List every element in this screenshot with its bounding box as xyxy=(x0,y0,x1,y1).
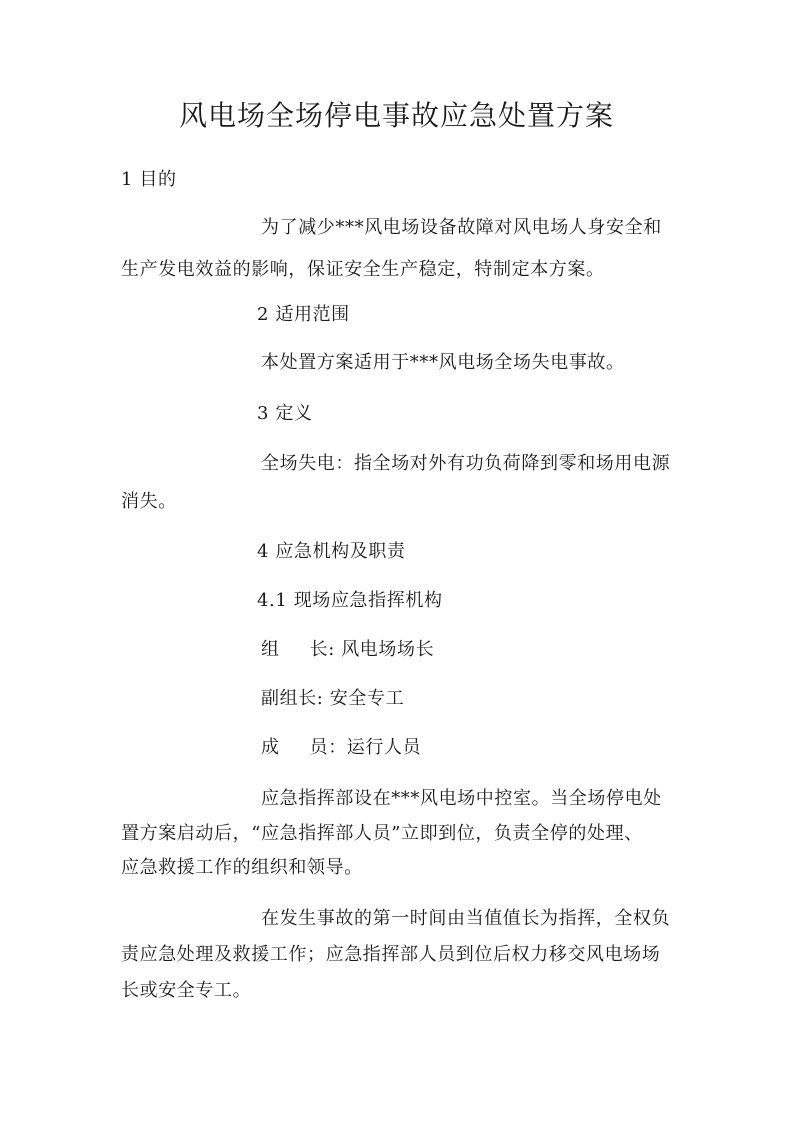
section-4-1-heading: 4.1 现场应急指挥机构 xyxy=(257,590,443,611)
section-1-heading: 1 目的 xyxy=(121,169,177,190)
member-label-first-char: 成 xyxy=(261,737,280,758)
section-2-heading: 2 适用范围 xyxy=(257,304,350,325)
deputy-leader-line: 副组长: 安全专工 xyxy=(261,688,405,709)
first-response-paragraph-line-1: 在发生事故的第一时间由当值值长为指挥，全权负 xyxy=(261,908,671,929)
section-4-heading: 4 应急机构及职责 xyxy=(257,541,406,562)
member-label-rest: 员：运行人员 xyxy=(309,737,422,758)
leader-label-first-char: 组 xyxy=(261,639,280,660)
section-1-paragraph-line-1: 为了减少***风电场设备故障对风电场人身安全和 xyxy=(261,217,662,238)
command-paragraph-line-3: 应急救援工作的组织和领导。 xyxy=(121,857,363,878)
section-3-paragraph-line-1: 全场失电：指全场对外有功负荷降到零和场用电源 xyxy=(261,453,671,474)
section-3-heading: 3 定义 xyxy=(257,403,313,424)
first-response-paragraph-line-3: 长或安全专工。 xyxy=(121,980,252,1001)
leader-line xyxy=(261,638,434,662)
page-title: 风电场全场停电事故应急处置方案 xyxy=(178,99,614,132)
section-1-paragraph-line-2: 生产发电效益的影响，保证安全生产稳定，特制定本方案。 xyxy=(121,259,605,280)
leader-label-rest: 长: 风电场场长 xyxy=(309,639,435,660)
member-line xyxy=(261,736,421,760)
section-2-paragraph: 本处置方案适用于***风电场全场失电事故。 xyxy=(261,352,625,373)
section-3-paragraph-line-2: 消失。 xyxy=(121,491,177,512)
first-response-paragraph-line-2: 责应急处理及救援工作；应急指挥部人员到位后权力移交风电场场 xyxy=(121,944,661,965)
command-paragraph-line-2: 置方案启动后，“应急指挥部人员”立即到位，负责全停的处理、 xyxy=(121,823,643,844)
command-paragraph-line-1: 应急指挥部设在***风电场中控室。当全场停电处 xyxy=(261,788,662,809)
